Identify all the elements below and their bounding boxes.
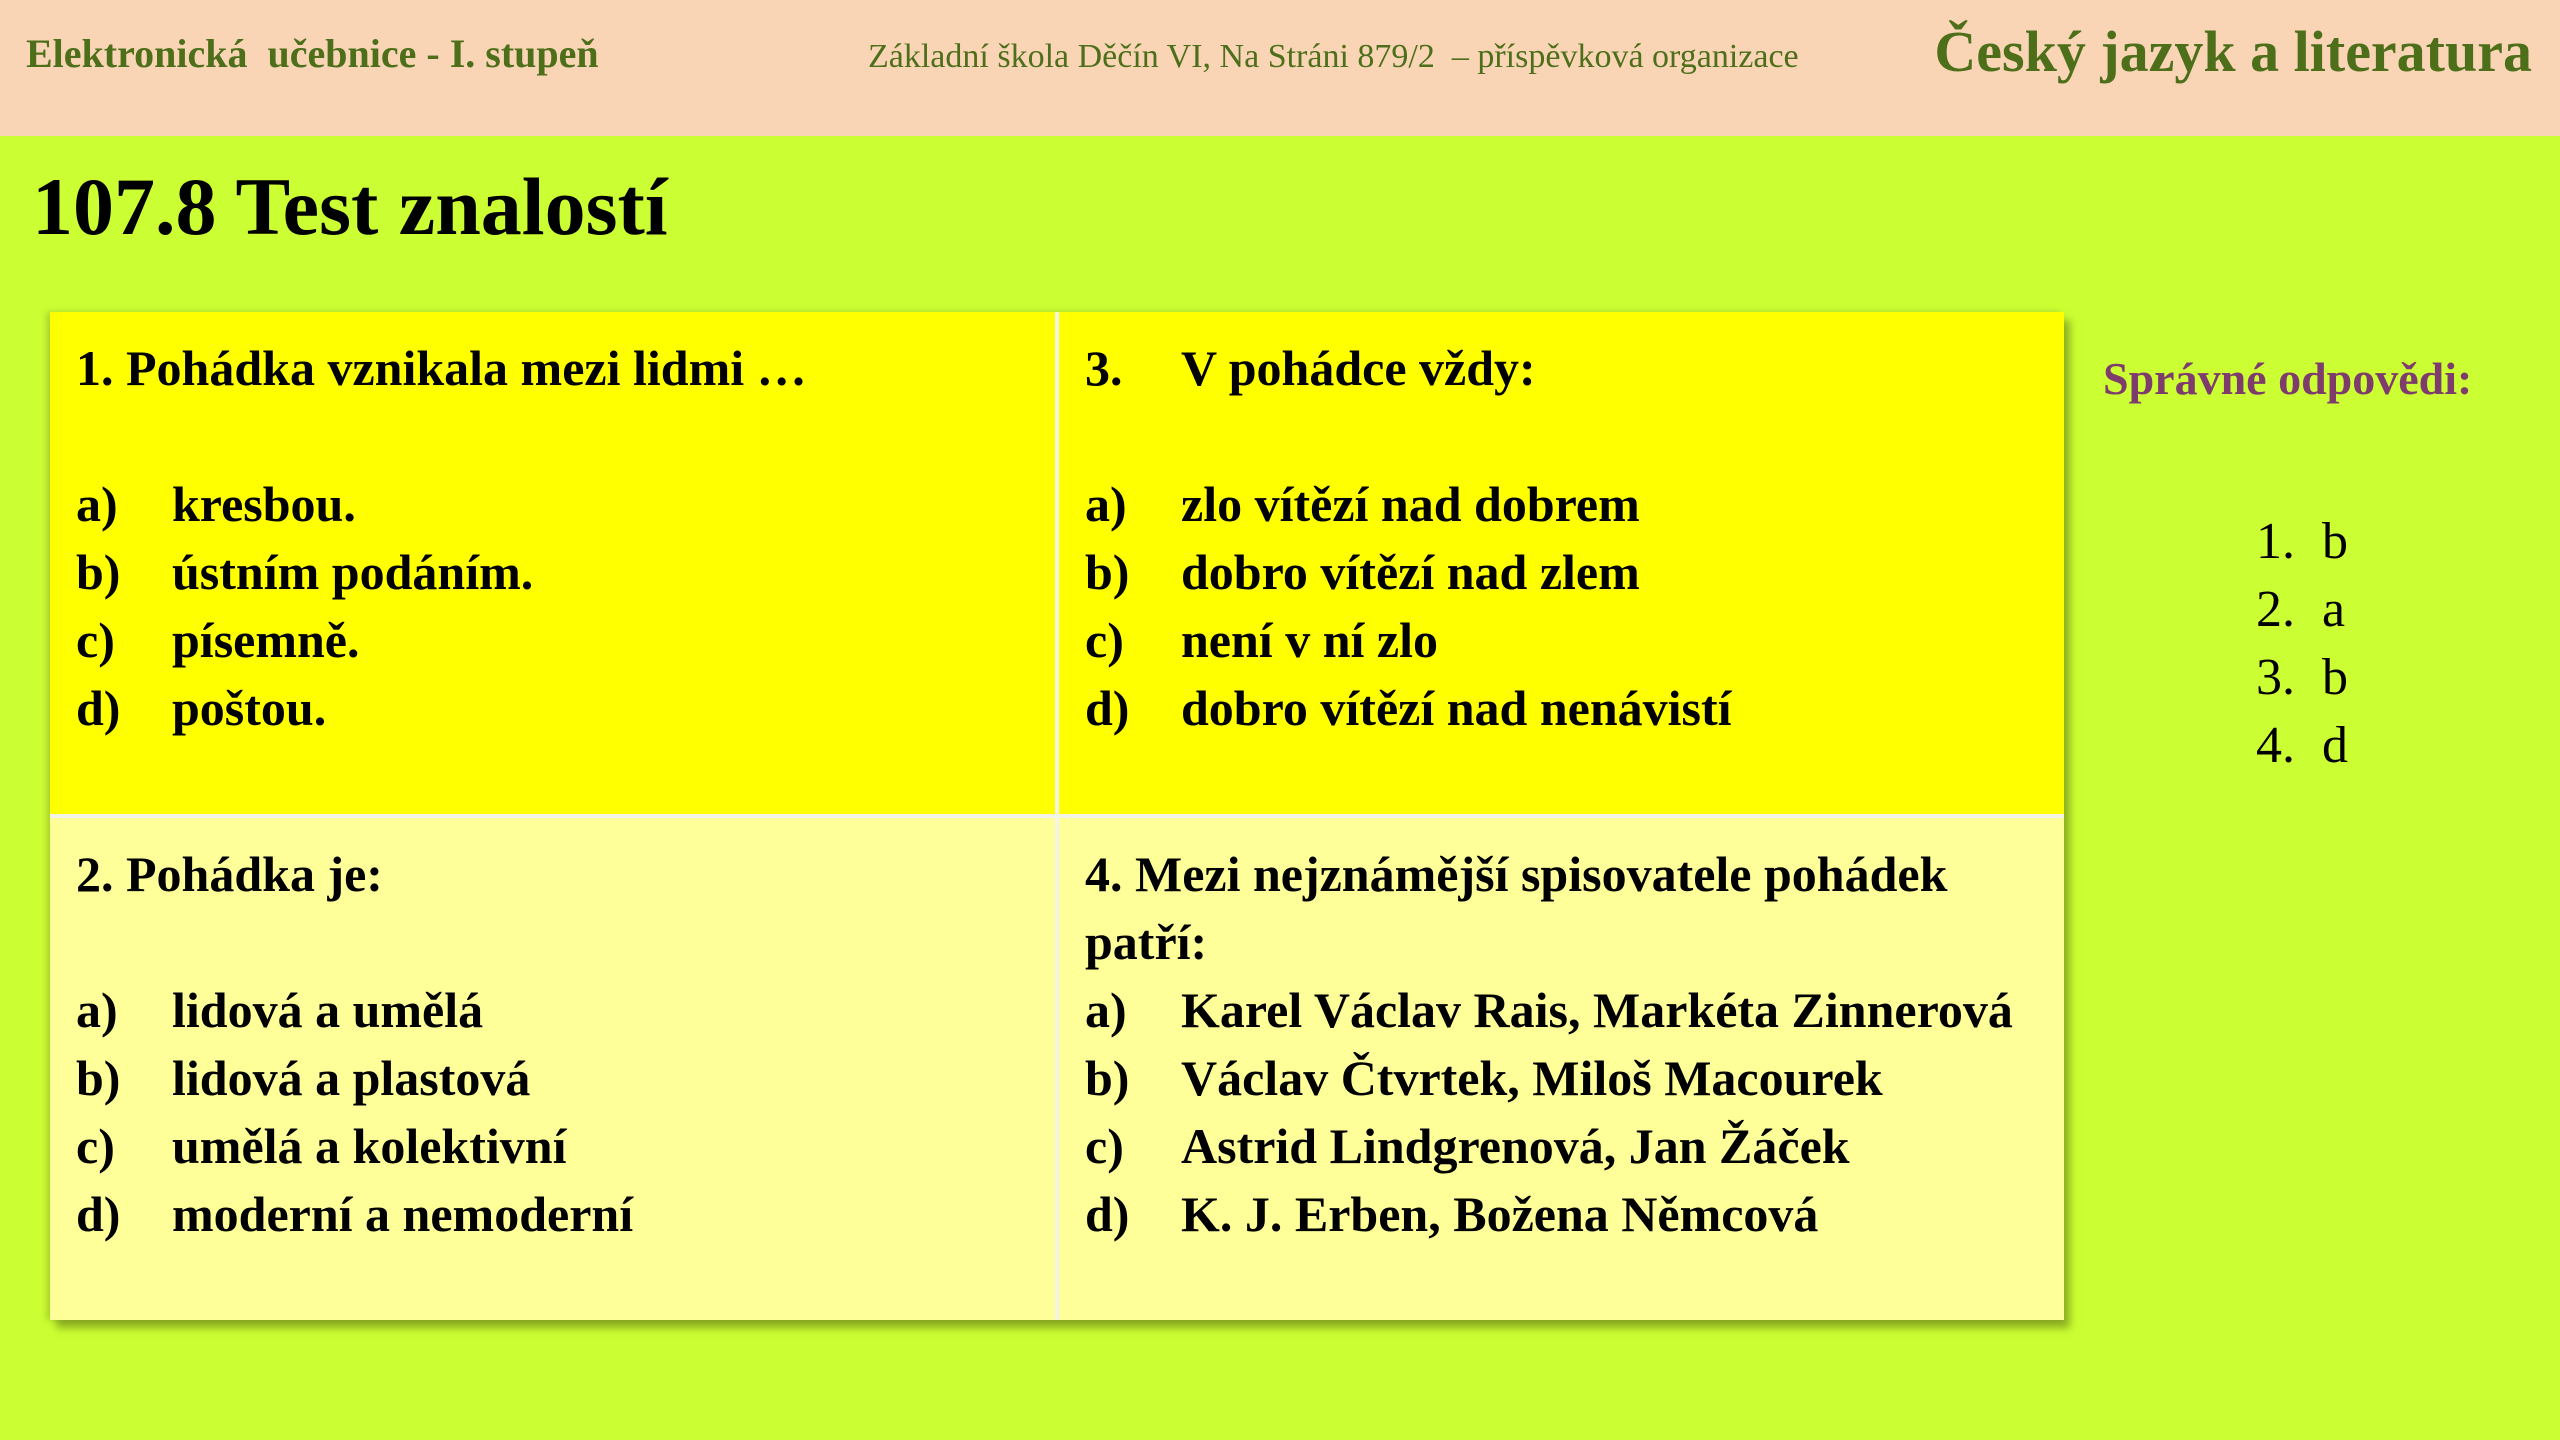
header-school-name: Základní škola Děčín VI, Na Stráni 879/2 – příspěvková organizace bbox=[868, 38, 1799, 75]
option-text: ústním podáním. bbox=[172, 544, 534, 600]
question-text: 2. Pohádka je: bbox=[76, 846, 383, 902]
answer-item bbox=[2256, 712, 2348, 780]
answer-value: b bbox=[2322, 513, 2348, 570]
option-text: zlo vítězí nad dobrem bbox=[1181, 476, 1640, 532]
question-card-3 bbox=[1059, 312, 2064, 814]
option-letter: a) bbox=[76, 982, 118, 1038]
option-letter: d) bbox=[76, 1186, 121, 1242]
answer-value: d bbox=[2322, 717, 2348, 774]
option-d[interactable] bbox=[76, 674, 1031, 742]
header-textbook-label: Elektronická učebnice - I. stupeň bbox=[26, 31, 599, 76]
answer-number: 3. bbox=[2256, 649, 2295, 706]
options-list bbox=[1085, 976, 2040, 1248]
option-letter: b) bbox=[76, 544, 121, 600]
question-number: 3. bbox=[1085, 340, 1123, 396]
option-c[interactable] bbox=[76, 1112, 1031, 1180]
question-card-1 bbox=[50, 312, 1055, 814]
option-b[interactable] bbox=[76, 1044, 1031, 1112]
option-text: poštou. bbox=[172, 680, 327, 736]
option-letter: d) bbox=[1085, 680, 1130, 736]
question-text: 1. Pohádka vznikala mezi lidmi … bbox=[76, 340, 807, 396]
option-text: umělá a kolektivní bbox=[172, 1118, 567, 1174]
option-letter: c) bbox=[76, 612, 115, 668]
option-a[interactable] bbox=[1085, 976, 2040, 1044]
option-d[interactable] bbox=[76, 1180, 1031, 1248]
option-text: Václav Čtvrtek, Miloš Macourek bbox=[1181, 1050, 1883, 1106]
option-text: kresbou. bbox=[172, 476, 356, 532]
quiz-grid bbox=[50, 312, 2064, 1320]
option-text: moderní a nemoderní bbox=[172, 1186, 634, 1242]
option-text: lidová a umělá bbox=[172, 982, 484, 1038]
option-text: není v ní zlo bbox=[1181, 612, 1438, 668]
option-letter: d) bbox=[76, 680, 121, 736]
option-text: lidová a plastová bbox=[172, 1050, 531, 1106]
option-letter: b) bbox=[1085, 544, 1130, 600]
question-card-4 bbox=[1059, 818, 2064, 1320]
page-title: 107.8 Test znalostí bbox=[32, 161, 668, 252]
option-c[interactable] bbox=[76, 606, 1031, 674]
option-b[interactable] bbox=[76, 538, 1031, 606]
answer-value: b bbox=[2322, 649, 2348, 706]
question-text: 4. Mezi nejznámější spisovatele pohádek patří: bbox=[1085, 846, 1960, 970]
answer-item bbox=[2256, 644, 2348, 712]
option-letter: c) bbox=[1085, 1118, 1124, 1174]
question-text bbox=[1085, 334, 2040, 402]
option-letter: b) bbox=[1085, 1050, 1130, 1106]
options-list bbox=[76, 470, 1031, 742]
option-letter: a) bbox=[1085, 476, 1127, 532]
answer-item bbox=[2256, 508, 2348, 576]
option-letter: a) bbox=[76, 476, 118, 532]
answers-heading: Správné odpovědi: bbox=[2103, 353, 2473, 404]
option-text: dobro vítězí nad nenávistí bbox=[1181, 680, 1732, 736]
header-subject: Český jazyk a literatura bbox=[1934, 19, 2532, 84]
answer-number: 1. bbox=[2256, 513, 2295, 570]
option-b[interactable] bbox=[1085, 538, 2040, 606]
option-a[interactable] bbox=[76, 976, 1031, 1044]
option-text: písemně. bbox=[172, 612, 360, 668]
options-list bbox=[1085, 470, 2040, 742]
option-d[interactable] bbox=[1085, 674, 2040, 742]
option-letter: c) bbox=[76, 1118, 115, 1174]
option-b[interactable] bbox=[1085, 1044, 2040, 1112]
option-letter: a) bbox=[1085, 982, 1127, 1038]
option-d[interactable] bbox=[1085, 1180, 2040, 1248]
option-letter: b) bbox=[76, 1050, 121, 1106]
option-text: K. J. Erben, Božena Němcová bbox=[1181, 1186, 1819, 1242]
answers-list bbox=[2256, 508, 2348, 780]
option-text: Astrid Lindgrenová, Jan Žáček bbox=[1181, 1118, 1850, 1174]
option-text: Karel Václav Rais, Markéta Zinnerová bbox=[1181, 982, 2013, 1038]
question-label: V pohádce vždy: bbox=[1181, 340, 1536, 396]
option-letter: c) bbox=[1085, 612, 1124, 668]
option-a[interactable] bbox=[76, 470, 1031, 538]
option-c[interactable] bbox=[1085, 1112, 2040, 1180]
option-letter: d) bbox=[1085, 1186, 1130, 1242]
answer-item bbox=[2256, 576, 2348, 644]
answer-number: 2. bbox=[2256, 581, 2295, 638]
option-c[interactable] bbox=[1085, 606, 2040, 674]
question-card-2 bbox=[50, 818, 1055, 1320]
answer-number: 4. bbox=[2256, 717, 2295, 774]
options-list bbox=[76, 976, 1031, 1248]
answer-value: a bbox=[2322, 581, 2346, 638]
option-text: dobro vítězí nad zlem bbox=[1181, 544, 1640, 600]
option-a[interactable] bbox=[1085, 470, 2040, 538]
header-bar bbox=[0, 0, 2560, 136]
